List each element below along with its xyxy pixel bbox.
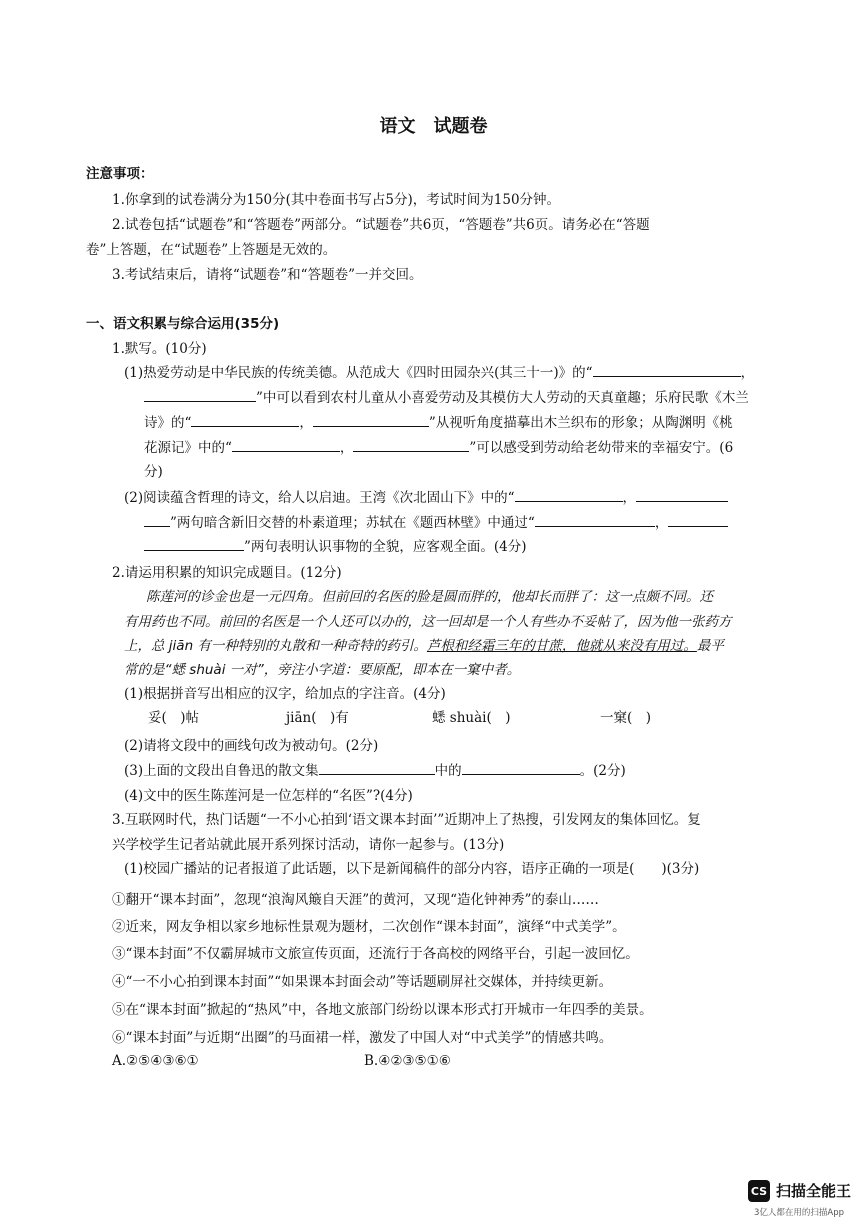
answer-blank[interactable] [636, 487, 728, 502]
answer-blank[interactable] [144, 512, 170, 527]
answer-blank[interactable] [191, 412, 299, 427]
question-1: 1.默写。(10分) [112, 341, 207, 357]
q1-1-text-a: (1)热爱劳动是中华民族的传统美德。从范成大《四时田园杂兴(其三十一)》的“ [124, 365, 593, 381]
q1-1-line-c [144, 411, 733, 431]
q1-1-text-d1: 花源记》中的“ [144, 440, 232, 456]
sentence-1: ①翻开“课本封面”，忽现“浪淘风簸自天涯”的黄河，又现“造化钟神秀”的泰山…… [112, 892, 599, 908]
notice-item-2b: 卷”上答题，在“试题卷”上答题是无效的。 [86, 242, 337, 258]
q2-3-text-b: 中的 [434, 763, 462, 779]
q1-1-text-c1: 诗》的“ [144, 415, 192, 431]
story-text-3c: 最平 [696, 638, 724, 654]
answer-blank[interactable] [144, 387, 256, 402]
option-b: B.④②③⑤①⑥ [364, 1053, 451, 1069]
sentence-6: ⑥“课本封面”与近期“出圈”的马面裙一样，激发了中国人对“中式美学”的情感共鸣。 [112, 1030, 613, 1046]
notice-heading: 注意事项： [86, 166, 154, 182]
story-text-3a: 上，总 jiān 有一种特别的丸散和一种奇特的药引。 [124, 638, 427, 654]
pinyin-item-4: 一窠( ) [600, 710, 652, 726]
section-heading: 一、语文积累与综合运用(35分) [86, 316, 280, 332]
q3-1: (1)校园广播站的记者报道了此话题，以下是新闻稿件的部分内容，语序正确的一项是( )(3分) [124, 861, 700, 877]
q1-1-line-a [124, 361, 754, 381]
q1-2-text-a: (2)阅读蕴含哲理的诗文，给人以启迪。王湾《次北固山下》中的“ [124, 490, 515, 506]
question-2: 2.请运用积累的知识完成题目。(12分) [112, 565, 342, 581]
q2-4: (4)文中的医生陈莲河是一位怎样的“名医”?(4分) [124, 788, 413, 804]
q1-1-line-b [144, 386, 749, 406]
question-3-line-b: 兴学校学生记者站就此展开系列探讨活动，请你一起参与。(13分) [112, 837, 505, 853]
scanner-app-tagline: 3亿人都在用的扫描App [754, 1208, 845, 1218]
answer-blank[interactable] [668, 512, 728, 527]
q2-3-text-a: (3)上面的文段出自鲁迅的散文集 [124, 763, 319, 779]
comma: ， [339, 440, 354, 456]
notice-item-2a: 2.试卷包括“试题卷”和“答题卷”两部分。“试题卷”共6页，“答题卷”共6页。请务必在“答题 [112, 217, 650, 233]
scanner-app-name: 扫描全能王 [776, 1182, 852, 1200]
answer-blank[interactable] [353, 437, 469, 452]
answer-blank[interactable] [535, 512, 655, 527]
q2-3 [124, 759, 626, 779]
q2-1: (1)根据拼音写出相应的汉字，给加点的字注音。(4分) [124, 686, 446, 702]
q1-1-text-b: ”中可以看到农村儿童从小喜爱劳动及其模仿大人劳动的天真童趣；乐府民歌《木兰 [256, 390, 749, 406]
camscanner-logo-icon: CS [748, 1180, 770, 1202]
q2-2: (2)请将文段中的画线句改为被动句。(2分) [124, 738, 379, 754]
answer-blank[interactable] [515, 487, 623, 502]
q1-2-line-c [144, 535, 527, 555]
comma: ， [740, 365, 755, 381]
sentence-3: ③“课本封面”不仅霸屏城市文旅宣传页面，还流行于各高校的网络平台，引起一波回忆。 [112, 946, 639, 962]
comma: ， [654, 515, 669, 531]
q1-1-line-e: 分) [144, 464, 163, 480]
q1-2-text-c: ”两句表明认识事物的全貌，应客观全面。(4分) [244, 539, 527, 555]
page-title: 语文 试题卷 [379, 116, 488, 137]
sentence-2: ②近来，网友争相以家乡地标性景观为题材，二次创作“课本封面”，演绎“中式美学”。 [112, 919, 626, 935]
story-line-2: 有用药也不同。前回的名医是一个人还可以办的，这一回却是一个人有些办不妥帖了，因为他一张药方 [124, 614, 732, 630]
pinyin-item-3: 蟋 shuài( ) [432, 710, 511, 726]
notice-item-3: 3.考试结束后，请将“试题卷”和“答题卷”一并交回。 [112, 267, 423, 283]
notice-item-1: 1.你拿到的试卷满分为150分(其中卷面书写占5分)，考试时间为150分钟。 [112, 192, 561, 208]
story-line-4: 常的是“蟋 shuài 一对”，旁注小字道：要原配，即本在一窠中者。 [124, 662, 521, 678]
sentence-5: ⑤在“课本封面”掀起的“热风”中，各地文旅部门纷纷以课本形式打开城市一年四季的美景。 [112, 1002, 653, 1018]
q1-2-text-b: ”两句暗含新旧交替的朴素道理；苏轼在《题西林壁》中通过“ [170, 515, 535, 531]
q1-1-line-d [144, 436, 733, 456]
question-3-line-a: 3.互联网时代，热门话题“一不小心拍到‘语文课本封面’”近期冲上了热搜，引发网友的集体回忆。复 [112, 812, 701, 828]
comma: ， [622, 490, 637, 506]
pinyin-item-2: jiān( )有 [286, 710, 349, 726]
answer-blank[interactable] [144, 536, 244, 551]
underlined-sentence: 芦根和经霜三年的甘蔗，他就从来没有用过。 [426, 638, 697, 654]
option-a: A.②⑤④③⑥① [112, 1053, 199, 1069]
q1-1-text-c2: ”从视听角度描摹出木兰织布的形象；从陶渊明《桃 [428, 415, 733, 431]
comma: ， [299, 415, 313, 431]
answer-blank[interactable] [593, 362, 741, 377]
q1-1-text-d2: ”可以感受到劳动给老幼带来的幸福安宁。(6 [469, 440, 734, 456]
q1-2-line-a [124, 486, 728, 506]
answer-blank[interactable] [319, 760, 435, 775]
answer-blank[interactable] [232, 437, 340, 452]
story-line-3 [124, 634, 724, 654]
q1-2-line-b [144, 511, 728, 531]
pinyin-item-1: 妥( )帖 [148, 710, 200, 726]
sentence-4: ④“一不小心拍到课本封面”“如果课本封面会动”等话题刷屏社交媒体，并持续更新。 [112, 974, 613, 990]
story-line-1: 陈莲河的诊金也是一元四角。但前回的名医的脸是圆而胖的，他却长而胖了：这一点颇不同。还 [146, 589, 713, 605]
answer-blank[interactable] [313, 412, 429, 427]
q2-3-text-c: 。(2分) [579, 763, 626, 779]
answer-blank[interactable] [462, 760, 580, 775]
